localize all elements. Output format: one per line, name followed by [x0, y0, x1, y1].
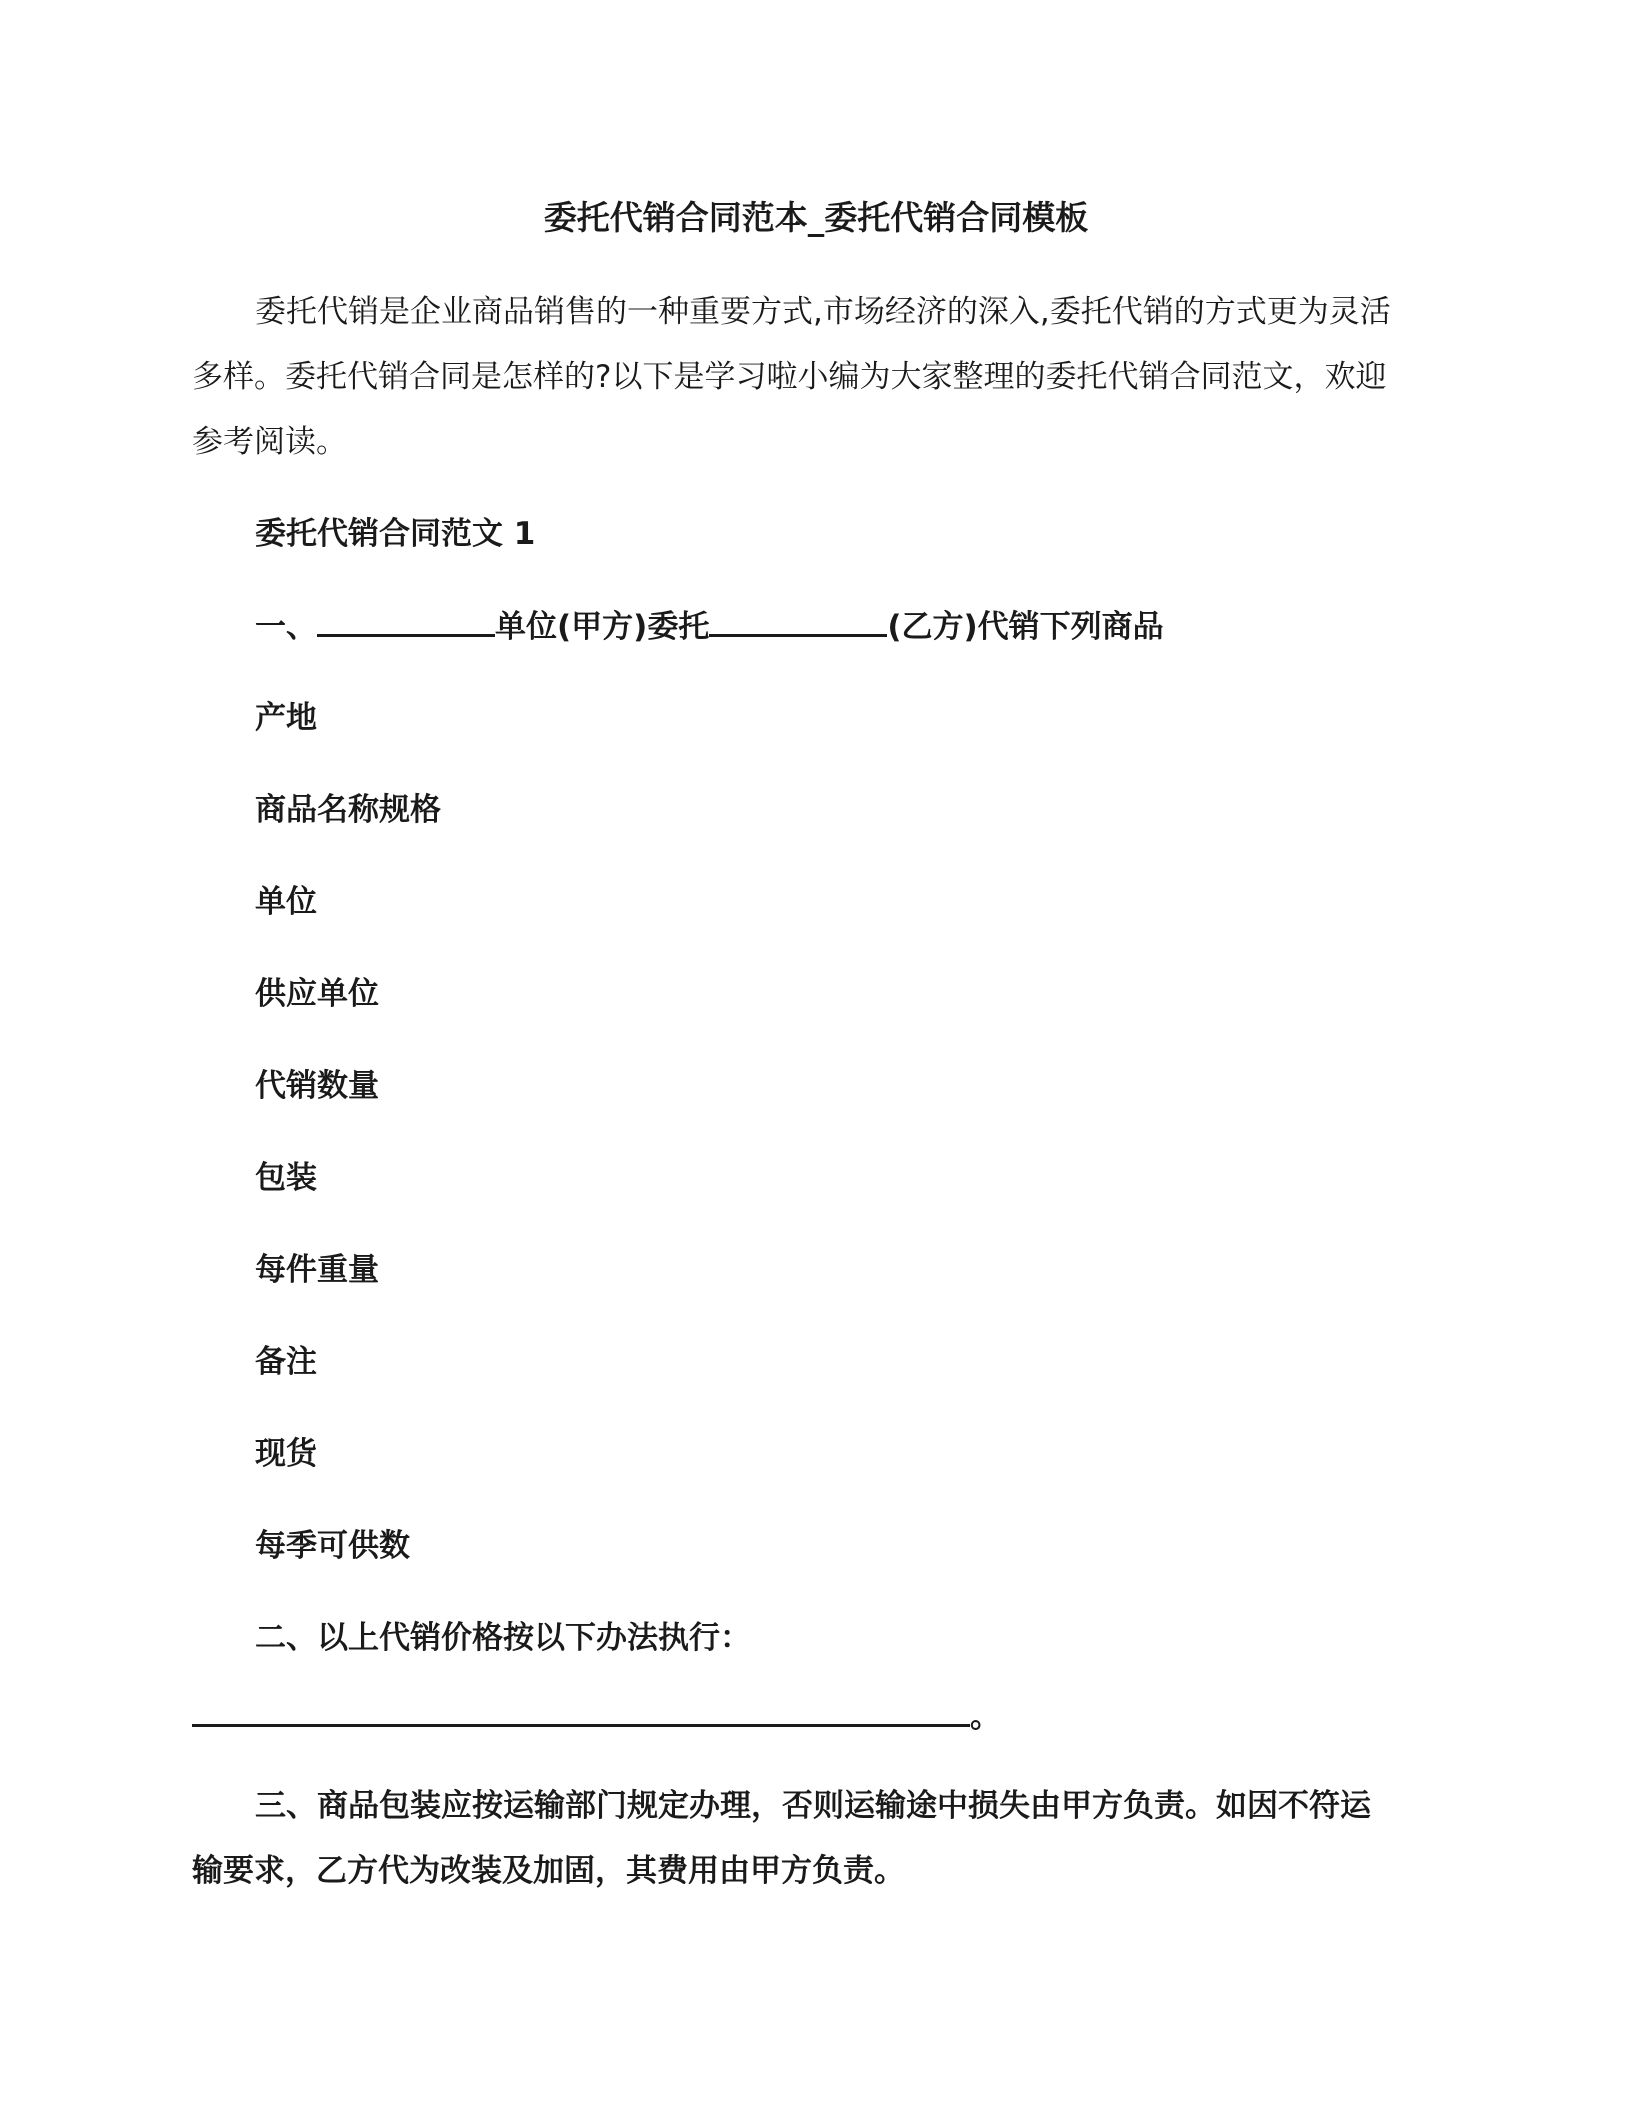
field-remarks: 备注	[255, 1344, 317, 1380]
blank-party-b	[709, 606, 887, 637]
blank-party-a	[317, 606, 495, 637]
field-weight: 每件重量	[255, 1252, 379, 1288]
clause-2-end-mark: 。	[970, 1699, 1001, 1735]
intro-line-3: 参考阅读。	[192, 424, 347, 460]
clause-1-middle: 单位(甲方)委托	[495, 609, 710, 645]
field-unit: 单位	[255, 884, 317, 920]
field-product-name-spec: 商品名称规格	[255, 792, 441, 828]
clause-2-blank-line	[192, 1696, 1001, 1737]
intro-line-2: 多样。委托代销合同是怎样的?以下是学习啦小编为大家整理的委托代销合同范文，欢迎	[192, 359, 1387, 395]
clause-1-suffix: (乙方)代销下列商品	[887, 609, 1164, 645]
clause-1-prefix: 一、	[255, 609, 317, 645]
clause-1	[255, 606, 1164, 647]
intro-line-1: 委托代销是企业商品销售的一种重要方式,市场经济的深入,委托代销的方式更为灵活	[255, 294, 1391, 330]
clause-3-line-2: 输要求，乙方代为改装及加固，其费用由甲方负责。	[192, 1853, 905, 1889]
section-heading: 委托代销合同范文 1	[255, 516, 536, 552]
field-seasonal-supply: 每季可供数	[255, 1528, 410, 1564]
field-packaging: 包装	[255, 1160, 317, 1196]
field-quantity: 代销数量	[255, 1068, 379, 1104]
document-title: 委托代销合同范本_委托代销合同模板	[543, 198, 1089, 237]
field-supplier: 供应单位	[255, 976, 379, 1012]
blank-price-method	[192, 1696, 970, 1727]
clause-2: 二、以上代销价格按以下办法执行：	[255, 1620, 751, 1656]
field-origin: 产地	[255, 700, 317, 736]
clause-3-line-1: 三、商品包装应按运输部门规定办理，否则运输途中损失由甲方负责。如因不符运	[255, 1788, 1371, 1824]
field-stock: 现货	[255, 1436, 317, 1472]
